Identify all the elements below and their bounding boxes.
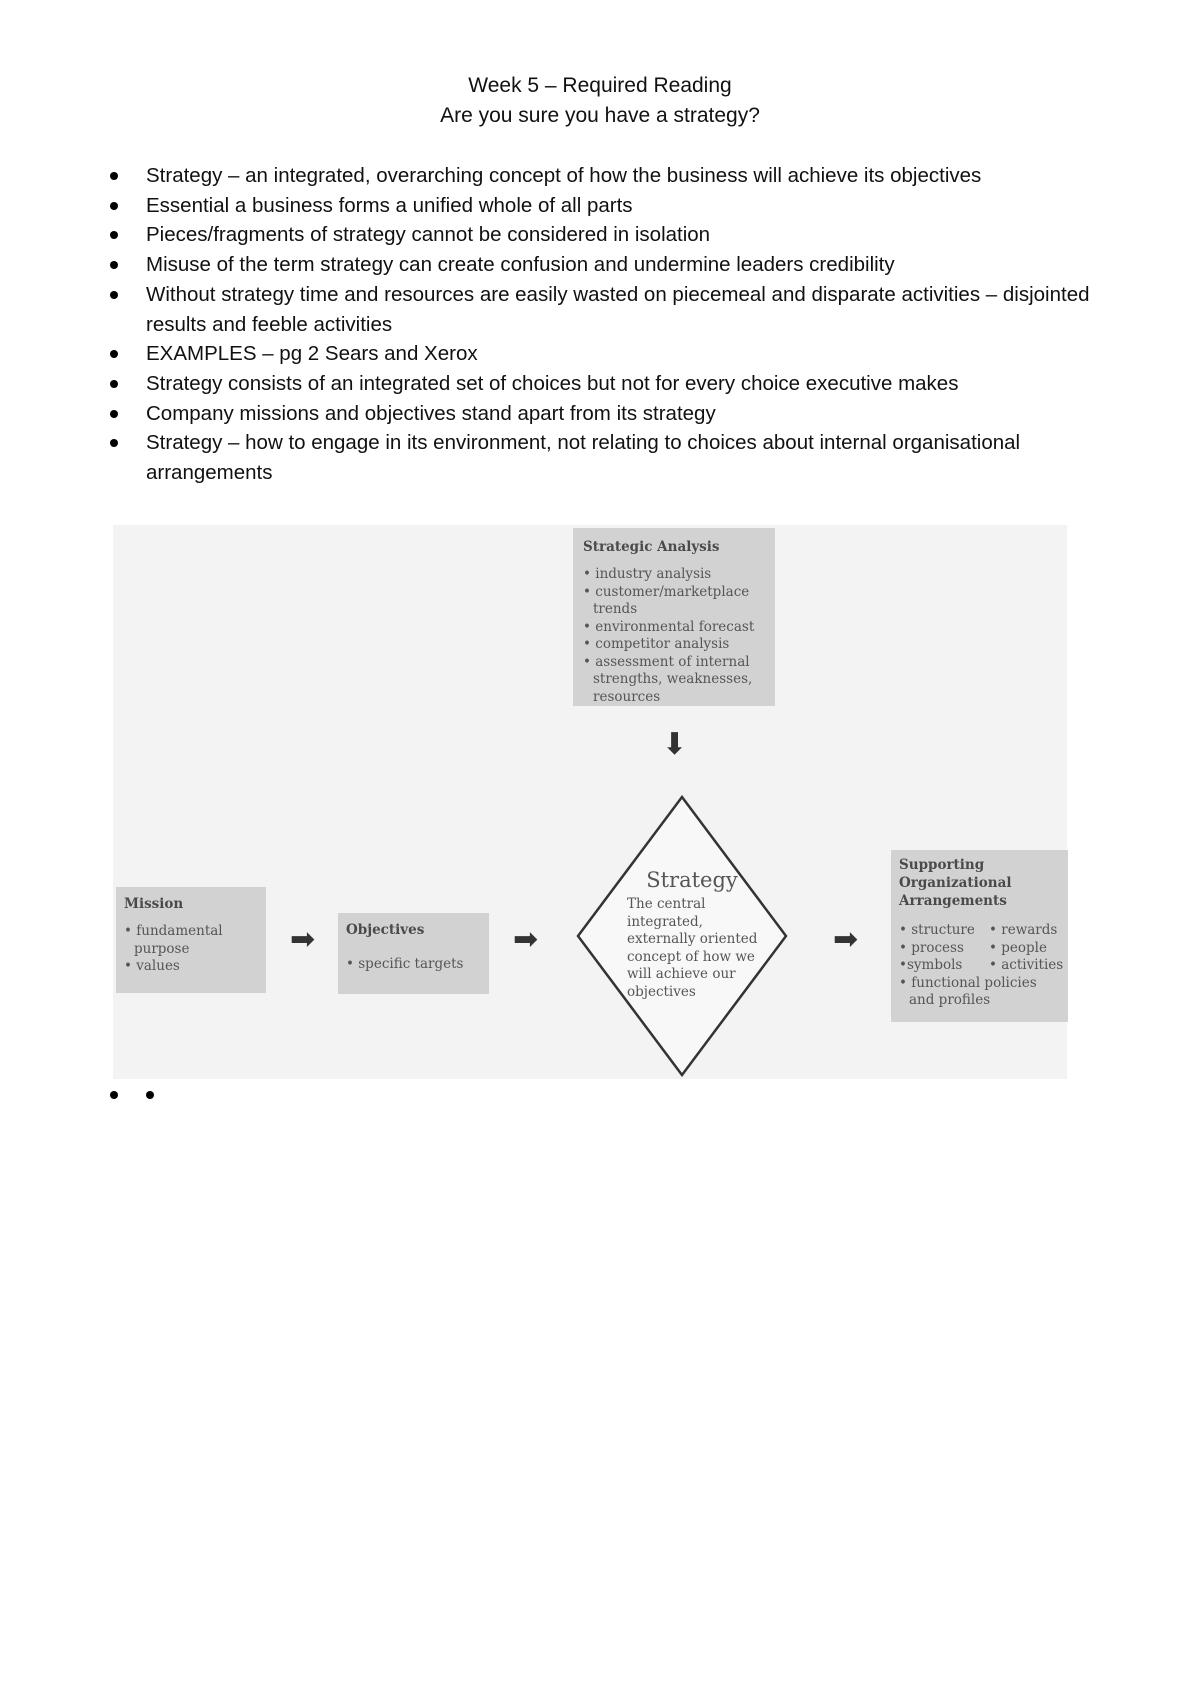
empty-bullet [146,1091,154,1099]
strategic-analysis-heading: Strategic Analysis [583,539,720,555]
strategy-line: integrated, [627,913,703,930]
empty-bullet [110,1091,118,1099]
arrow-down-icon: ⬇ [662,727,688,762]
mission-item: purpose [134,940,190,957]
supporting-item: and profiles [909,992,991,1008]
supporting-arrangements-box [891,850,1068,1022]
analysis-item: • environmental forecast [583,618,755,635]
supporting-heading-line: Supporting [899,857,985,873]
mission-item: • values [124,958,180,974]
analysis-item: • competitor analysis [583,636,730,652]
strategy-diamond-heading: Strategy [646,868,738,892]
strategy-line: The central [627,896,706,912]
supporting-item: • people [989,939,1047,956]
strategy-diamond-text [627,896,757,1002]
arrow-right-icon: ➡ [513,922,539,957]
objectives-item: • specific targets [346,956,464,972]
supporting-item: • rewards [989,922,1058,938]
strategy-line: externally oriented [627,931,758,948]
bullet-item: Essential a business forms a unified whole of all parts [108,191,1118,221]
supporting-col-2 [989,922,1063,975]
supporting-item: • functional policies [899,974,1037,991]
supporting-item: • process [899,939,964,956]
bullet-item: EXAMPLES – pg 2 Sears and Xerox [108,339,1118,369]
bullet-item: Strategy consists of an integrated set of choices but not for every choice executive makes [108,369,1118,399]
arrow-right-icon: ➡ [290,922,316,957]
analysis-item: • customer/marketplace trends [583,583,750,617]
arrow-right-icon: ➡ [833,922,859,957]
bullet-item: Company missions and objectives stand apart from its strategy [108,399,1118,429]
analysis-item: • industry analysis [583,566,712,582]
strategy-line: will achieve our [627,966,736,983]
bullet-item: Without strategy time and resources are easily wasted on piecemeal and disparate activities – disjointed results and feeble activities [108,280,1118,339]
strategic-analysis-box [573,528,775,706]
supporting-item: • activities [989,957,1064,973]
mission-heading: Mission [124,896,184,912]
strategy-diagram [113,525,1067,1079]
page-title: Week 5 – Required Reading [468,74,732,97]
strategy-line: concept of how we [627,948,755,965]
analysis-item: strengths, weaknesses, [593,671,753,687]
bullet-item: Strategy – an integrated, overarching concept of how the business will achieve its objectives [108,161,1118,191]
strategy-line: objectives [627,983,696,1000]
bullet-item: Misuse of the term strategy can create confusion and undermine leaders credibility [108,250,1118,280]
bullet-list [108,161,1118,488]
mission-item: • fundamental [124,923,223,939]
supporting-heading-line: Organizational [899,875,1012,891]
bullet-item: Pieces/fragments of strategy cannot be considered in isolation [108,220,1118,250]
supporting-item: • structure [899,922,975,938]
page-subtitle: Are you sure you have a strategy? [440,104,760,127]
analysis-item: • assessment of internal [583,653,750,670]
objectives-heading: Objectives [346,922,425,938]
supporting-col-1 [899,922,989,975]
analysis-item: resources [593,688,661,705]
supporting-item: •symbols [899,957,963,973]
bullet-item: Strategy – how to engage in its environment, not relating to choices about internal organisational arrangements [108,428,1118,487]
objectives-box [338,913,489,994]
supporting-columns [899,922,1068,975]
supporting-heading-line: Arrangements [899,893,1007,909]
mission-box [116,887,266,993]
